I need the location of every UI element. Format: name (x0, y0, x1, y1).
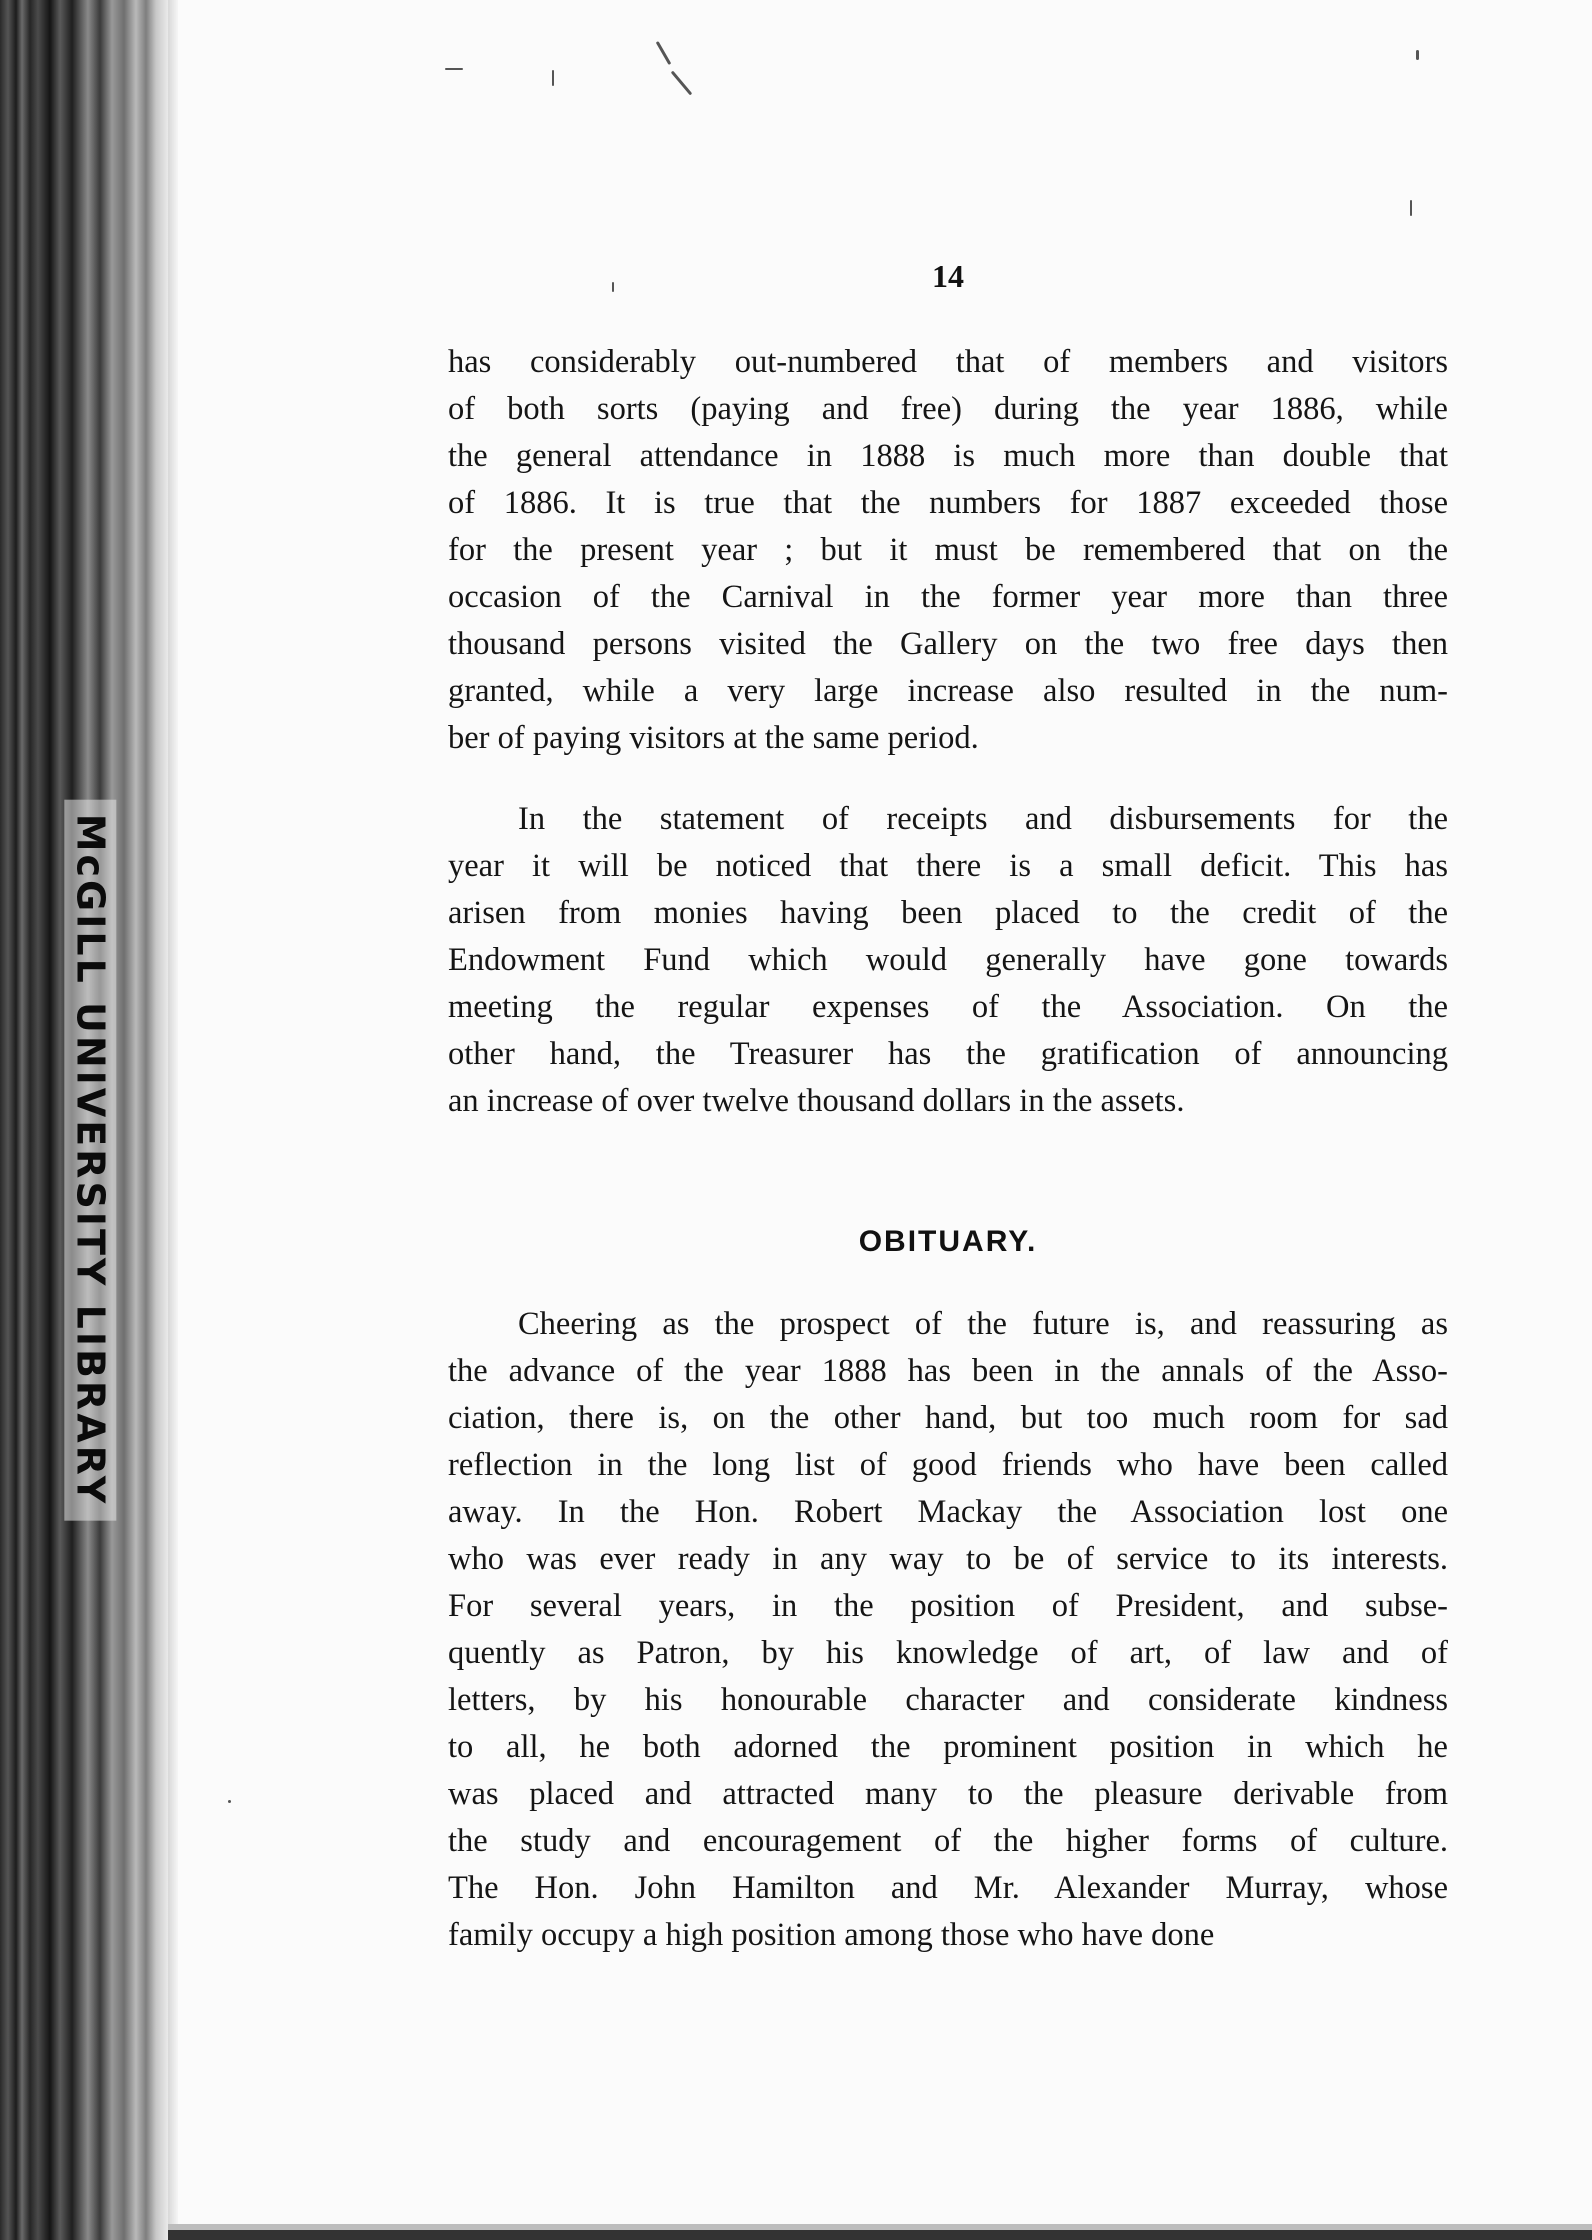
library-stamp-text: McGILL UNIVERSITY LIBRARY (64, 800, 116, 1521)
page-edge-shadow (168, 0, 178, 2240)
dust-speck (552, 70, 554, 86)
text-line: the advance of the year 1888 has been in the annals of the Asso- (448, 1353, 1448, 1389)
text-line: has considerably out-numbered that of members and visitors (448, 344, 1448, 380)
page-content (448, 258, 1448, 1959)
text-line: to all, he both adorned the prominent position in which he (448, 1729, 1448, 1765)
text-line: The Hon. John Hamilton and Mr. Alexander Murray, whose (448, 1870, 1448, 1906)
text-line: In the statement of receipts and disbursements for the (518, 801, 1448, 837)
text-line: the general attendance in 1888 is much more than double that (448, 438, 1448, 474)
text-line: granted, while a very large increase also resulted in the num- (448, 673, 1448, 709)
text-line: occasion of the Carnival in the former year more than three (448, 579, 1448, 615)
text-line: reflection in the long list of good friends who have been called (448, 1447, 1448, 1483)
text-line: was placed and attracted many to the pleasure derivable from (448, 1776, 1448, 1812)
obituary-paragraphs (448, 1301, 1448, 1959)
paragraph (448, 796, 1448, 1125)
paragraph (448, 1301, 1448, 1959)
text-line: an increase of over twelve thousand dollars in the assets. (448, 1083, 1185, 1119)
text-line: ciation, there is, on the other hand, but too much room for sad (448, 1400, 1448, 1436)
text-line: for the present year ; but it must be remembered that on the (448, 532, 1448, 568)
dust-speck (445, 68, 463, 70)
text-line: thousand persons visited the Gallery on the two free days then (448, 626, 1448, 662)
dust-speck (228, 1800, 231, 1803)
text-line: of 1886. It is true that the numbers for 1887 exceeded those (448, 485, 1448, 521)
paragraph (448, 339, 1448, 762)
text-line: arisen from monies having been placed to the credit of the (448, 895, 1448, 931)
text-line: family occupy a high position among those who have done (448, 1917, 1215, 1953)
dust-speck (1416, 50, 1419, 60)
dust-speck (671, 71, 693, 96)
dust-speck (1410, 200, 1412, 216)
text-line: who was ever ready in any way to be of service to its interests. (448, 1541, 1448, 1577)
text-line: letters, by his honourable character and considerate kindness (448, 1682, 1448, 1718)
text-line: away. In the Hon. Robert Mackay the Association lost one (448, 1494, 1448, 1530)
page-number: 14 (932, 258, 964, 294)
library-stamp (58, 770, 122, 1550)
text-line: other hand, the Treasurer has the gratification of announcing (448, 1036, 1448, 1072)
section-heading: OBITUARY. (858, 1225, 1038, 1258)
bottom-border (168, 2230, 1592, 2240)
text-line: year it will be noticed that there is a small deficit. This has (448, 848, 1448, 884)
text-line: Endowment Fund which would generally have gone towards (448, 942, 1448, 978)
text-line: quently as Patron, by his knowledge of art, of law and of (448, 1635, 1448, 1671)
text-line: meeting the regular expenses of the Association. On the (448, 989, 1448, 1025)
text-line: Cheering as the prospect of the future is, and reassuring as (518, 1306, 1448, 1342)
text-line: ber of paying visitors at the same period. (448, 720, 979, 756)
text-line: For several years, in the position of President, and subse- (448, 1588, 1448, 1624)
text-line: the study and encouragement of the higher forms of culture. (448, 1823, 1448, 1859)
text-line: of both sorts (paying and free) during the year 1886, while (448, 391, 1448, 427)
dust-speck (656, 41, 672, 65)
body-paragraphs (448, 339, 1448, 1125)
